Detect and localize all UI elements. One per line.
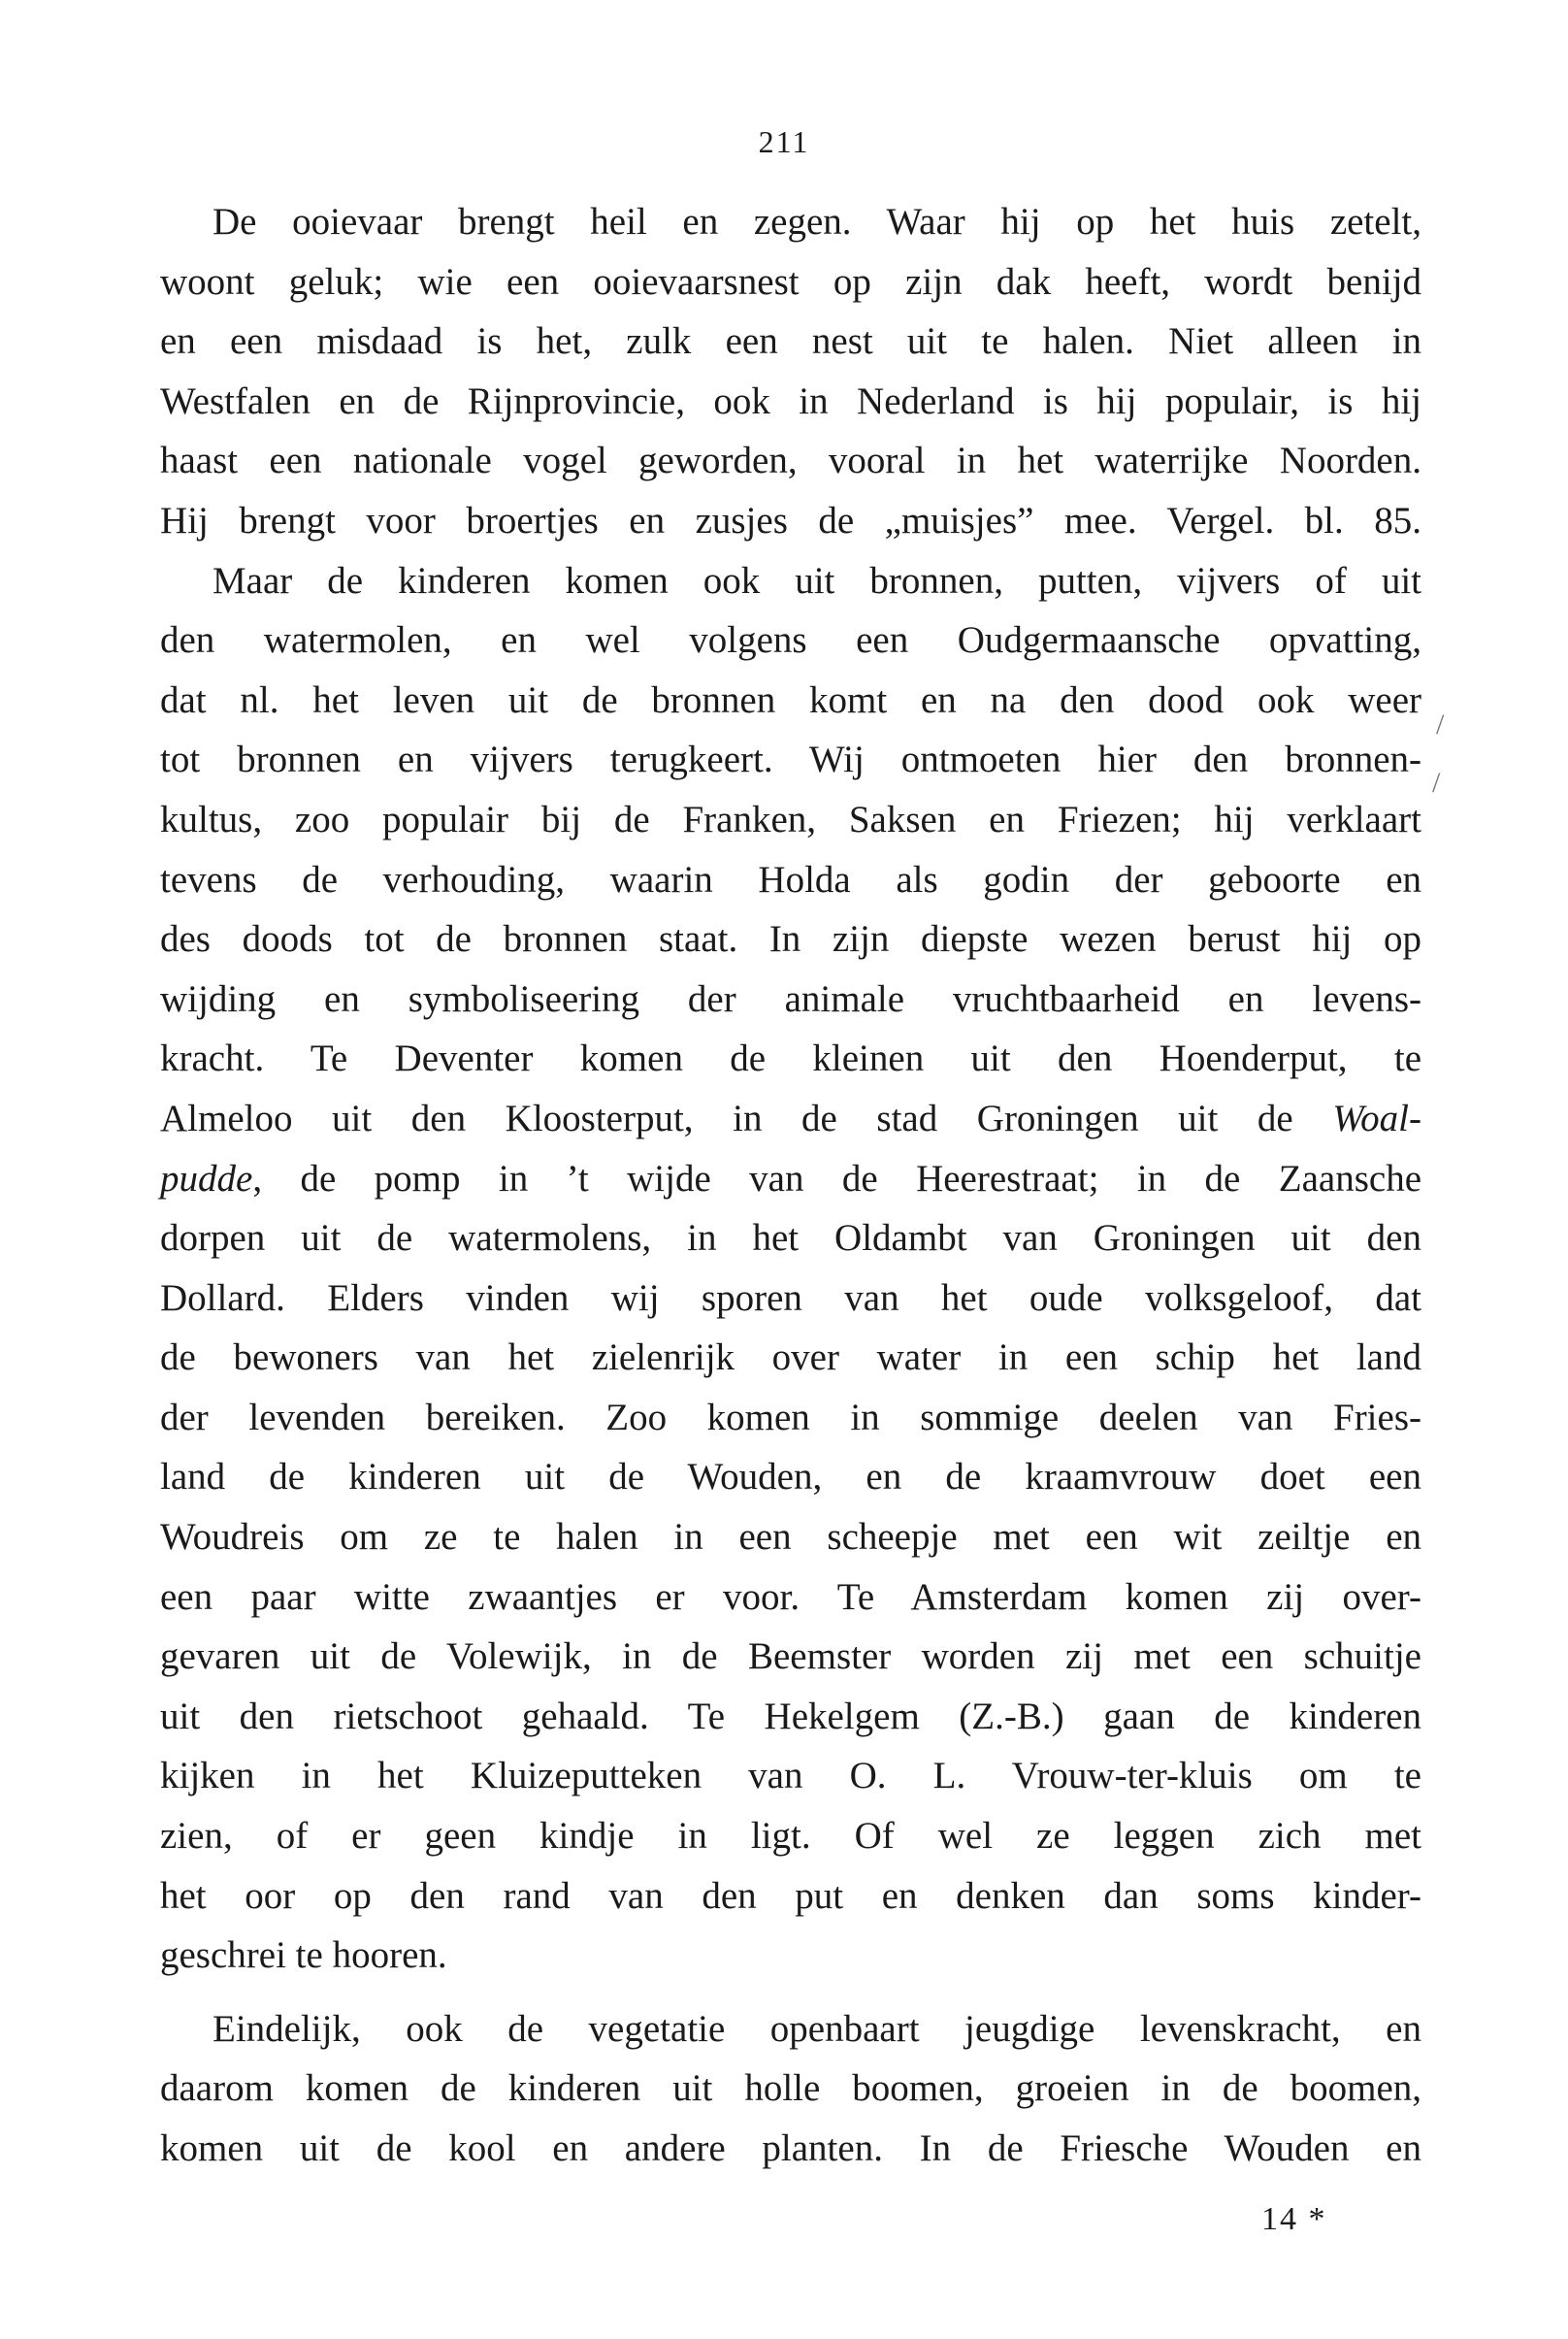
text-line: Woudreis om ze te halen in een scheepje met een wit zeiltje en	[160, 1516, 1421, 1559]
text-line: en een misdaad is het, zulk een nest uit te halen. Niet alleen in	[160, 320, 1421, 363]
text-line: kultus, zoo populair bij de Franken, Saksen en Friezen; hij verklaart	[160, 798, 1421, 840]
text-line: haast een nationale vogel geworden, vooral in het waterrijke Noorden.	[160, 440, 1421, 482]
text-line: kracht. Te Deventer komen de kleinen uit den Hoenderput, te	[160, 1038, 1421, 1080]
margin-stroke: /	[1436, 708, 1445, 741]
text-line: pudde, de pomp in ’t wijde van de Heerestraat; in de Zaansche	[160, 1157, 1421, 1200]
text-line: dat nl. het leven uit de bronnen komt en na den dood ook weer	[160, 678, 1421, 721]
text-line: woont geluk; wie een ooievaarsnest op zijn dak heeft, wordt benijd	[160, 260, 1421, 303]
text-line: der levenden bereiken. Zoo komen in sommige deelen van Fries-	[160, 1396, 1421, 1438]
text-line: tot bronnen en vijvers terugkeert. Wij ontmoeten hier den bronnen-	[160, 739, 1421, 781]
text-line: Eindelijk, ook de vegetatie openbaart jeugdige levenskracht, en	[212, 2007, 1421, 2050]
text-line: land de kinderen uit de Wouden, en de kraamvrouw doet een	[160, 1456, 1421, 1499]
text-line: kijken in het Kluizeputteken van O. L. Vrouw-ter-kluis om te	[160, 1755, 1421, 1797]
text-line: den watermolen, en wel volgens een Oudgermaansche opvatting,	[160, 619, 1421, 662]
body-text	[160, 192, 1421, 2179]
text-line: Hij brengt voor broertjes en zusjes de „muisjes” mee. Vergel. bl. 85.	[160, 499, 1421, 542]
text-line: dorpen uit de watermolens, in het Oldambt van Groningen uit den	[160, 1217, 1421, 1260]
text-line: geschrei te hooren.	[160, 1934, 447, 1977]
text-line: zien, of er geen kindje in ligt. Of wel ze leggen zich met	[160, 1815, 1421, 1858]
text-line: des doods tot de bronnen staat. In zijn diepste wezen berust hij op	[160, 918, 1421, 961]
text-line: het oor op den rand van den put en denken dan soms kinder-	[160, 1874, 1421, 1917]
text-line: De ooievaar brengt heil en zegen. Waar hij op het huis zetelt,	[212, 201, 1421, 243]
text-line: Westfalen en de Rijnprovincie, ook in Nederland is hij populair, is hij	[160, 379, 1421, 422]
text-line: de bewoners van het zielenrijk over water in een schip het land	[160, 1336, 1421, 1379]
text-line: tevens de verhouding, waarin Holda als godin der geboorte en	[160, 858, 1421, 901]
text-line: Maar de kinderen komen ook uit bronnen, putten, vijvers of uit	[212, 559, 1421, 602]
page-number: 211	[758, 124, 810, 159]
text-line: een paar witte zwaantjes er voor. Te Amsterdam komen zij over-	[160, 1575, 1421, 1618]
margin-stroke: /	[1432, 767, 1441, 799]
signature-mark: 14 *	[1261, 2201, 1327, 2237]
text-line: wijding en symboliseering der animale vruchtbaarheid en levens-	[160, 977, 1421, 1020]
text-line: uit den rietschoot gehaald. Te Hekelgem (Z.-B.) gaan de kinderen	[160, 1695, 1421, 1737]
text-line: daarom komen de kinderen uit holle boomen, groeien in de boomen,	[160, 2067, 1421, 2110]
text-line: Dollard. Elders vinden wij sporen van het oude volksgeloof, dat	[160, 1276, 1421, 1319]
text-line: Almeloo uit den Kloosterput, in de stad Groningen uit de Woal-	[160, 1097, 1421, 1139]
text-line: komen uit de kool en andere planten. In de Friesche Wouden en	[160, 2127, 1421, 2169]
text-line: gevaren uit de Volewijk, in de Beemster worden zij met een schuitje	[160, 1635, 1421, 1678]
